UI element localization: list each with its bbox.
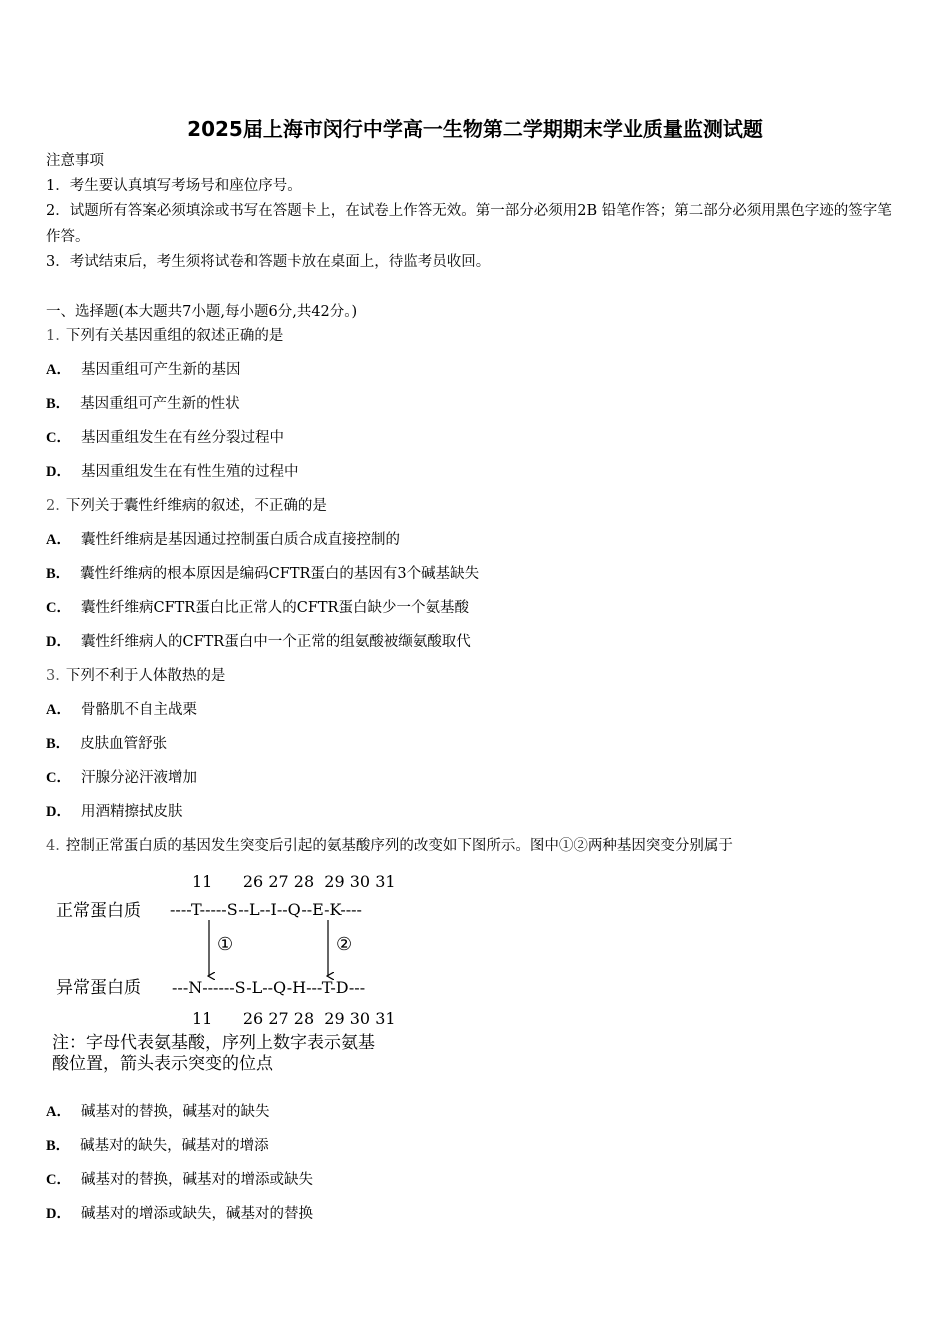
- notice-heading: 注意事项: [46, 153, 104, 169]
- question-2-stem: [46, 496, 327, 516]
- question-3-stem: [46, 666, 225, 686]
- option-text: 碱基对的缺失，碱基对的增添: [80, 1138, 269, 1154]
- option-label: B．: [46, 1138, 71, 1154]
- top-position-numbers: 11 26 27 28 29 30 31: [192, 872, 396, 891]
- question-number: 2.: [46, 498, 60, 514]
- option-text: 囊性纤维病是基因通过控制蛋白质合成直接控制的: [80, 532, 400, 548]
- option-label: C．: [46, 1172, 71, 1188]
- question-1-option-a[interactable]: [46, 360, 240, 380]
- question-text: 下列有关基因重组的叙述正确的是: [65, 328, 284, 344]
- question-number: 1.: [46, 328, 60, 344]
- option-text: 骨骼肌不自主战栗: [80, 702, 197, 718]
- notice-item-3: 3．考试结束后，考生须将试卷和答题卡放在桌面上，待监考员收回。: [46, 254, 491, 270]
- question-2-option-c[interactable]: [46, 598, 469, 618]
- option-label: C．: [46, 600, 71, 616]
- option-label: D．: [46, 464, 71, 480]
- option-label: A．: [46, 1104, 71, 1120]
- question-2-option-b[interactable]: [46, 564, 479, 584]
- normal-protein-label: 正常蛋白质: [56, 901, 141, 921]
- question-1-option-c[interactable]: [46, 428, 284, 448]
- option-label: C．: [46, 430, 71, 446]
- question-4-option-c[interactable]: [46, 1170, 313, 1190]
- option-label: D．: [46, 634, 71, 650]
- bottom-position-numbers: 11 26 27 28 29 30 31: [192, 1009, 396, 1028]
- question-text: 下列关于囊性纤维病的叙述，不正确的是: [65, 498, 327, 514]
- question-text: 控制正常蛋白质的基因发生突变后引起的氨基酸序列的改变如下图所示。图中①②两种基因突变分别属于: [65, 838, 733, 854]
- option-label: A．: [46, 702, 71, 718]
- option-label: D．: [46, 1206, 71, 1222]
- option-label: D．: [46, 804, 71, 820]
- mutation-mark-2: ②: [336, 934, 353, 955]
- figure-note-line-1: 注：字母代表氨基酸，序列上数字表示氨基: [52, 1033, 375, 1053]
- question-3-option-d[interactable]: [46, 802, 182, 822]
- question-number: 3.: [46, 668, 60, 684]
- option-text: 基因重组发生在有性生殖的过程中: [80, 464, 299, 480]
- page-title: 2025届上海市闵行中学高一生物第二学期期末学业质量监测试题: [187, 117, 763, 141]
- option-text: 基因重组可产生新的性状: [80, 396, 240, 412]
- question-4-option-b[interactable]: [46, 1136, 269, 1156]
- question-1-stem: [46, 326, 283, 346]
- question-1-option-b[interactable]: [46, 394, 240, 414]
- notice-item-2: 2．试题所有答案必须填涂或书写在答题卡上，在试卷上作答无效。第一部分必须用2B 铅笔作答；第二部分必须用黑色字迹的签字笔作答。: [46, 203, 892, 245]
- option-label: C．: [46, 770, 71, 786]
- question-3-option-a[interactable]: [46, 700, 197, 720]
- option-text: 基因重组发生在有丝分裂过程中: [80, 430, 284, 446]
- option-label: A．: [46, 532, 71, 548]
- question-1-option-d[interactable]: [46, 462, 298, 482]
- question-4-option-a[interactable]: [46, 1102, 269, 1122]
- option-label: B．: [46, 736, 71, 752]
- option-text: 碱基对的替换，碱基对的增添或缺失: [80, 1172, 313, 1188]
- question-4-stem: [46, 836, 733, 856]
- question-4-option-d[interactable]: [46, 1204, 313, 1224]
- normal-sequence: ----T-----S--L--I--Q--E-K----: [170, 900, 362, 919]
- abnormal-protein-label: 异常蛋白质: [56, 978, 141, 998]
- figure-note-line-2: 酸位置，箭头表示突变的位点: [52, 1054, 273, 1074]
- mutation-mark-1: ①: [217, 934, 234, 955]
- option-text: 皮肤血管舒张: [80, 736, 168, 752]
- question-3-option-b[interactable]: [46, 734, 167, 754]
- option-text: 囊性纤维病人的CFTR蛋白中一个正常的组氨酸被缬氨酸取代: [80, 634, 471, 650]
- question-number: 4.: [46, 838, 60, 854]
- option-text: 碱基对的替换，碱基对的缺失: [80, 1104, 270, 1120]
- option-label: A．: [46, 362, 71, 378]
- question-3-option-c[interactable]: [46, 768, 197, 788]
- question-text: 下列不利于人体散热的是: [65, 668, 226, 684]
- option-text: 囊性纤维病CFTR蛋白比正常人的CFTR蛋白缺少一个氨基酸: [80, 600, 469, 616]
- option-label: B．: [46, 396, 71, 412]
- option-text: 用酒精擦拭皮肤: [80, 804, 183, 820]
- option-label: B．: [46, 566, 71, 582]
- option-text: 碱基对的增添或缺失，碱基对的替换: [80, 1206, 313, 1222]
- question-2-option-a[interactable]: [46, 530, 400, 550]
- option-text: 囊性纤维病的根本原因是编码CFTR蛋白的基因有3个碱基缺失: [80, 566, 480, 582]
- option-text: 基因重组可产生新的基因: [80, 362, 241, 378]
- notice-item-1: 1．考生要认真填写考场号和座位序号。: [46, 178, 302, 194]
- option-text: 汗腺分泌汗液增加: [80, 770, 197, 786]
- section-heading: 一、选择题(本大题共7小题,每小题6分,共42分。): [46, 304, 358, 320]
- abnormal-sequence: ---N------S-L--Q-H---T-D---: [172, 978, 366, 997]
- mutation-diagram: [50, 868, 470, 1078]
- question-2-option-d[interactable]: [46, 632, 471, 652]
